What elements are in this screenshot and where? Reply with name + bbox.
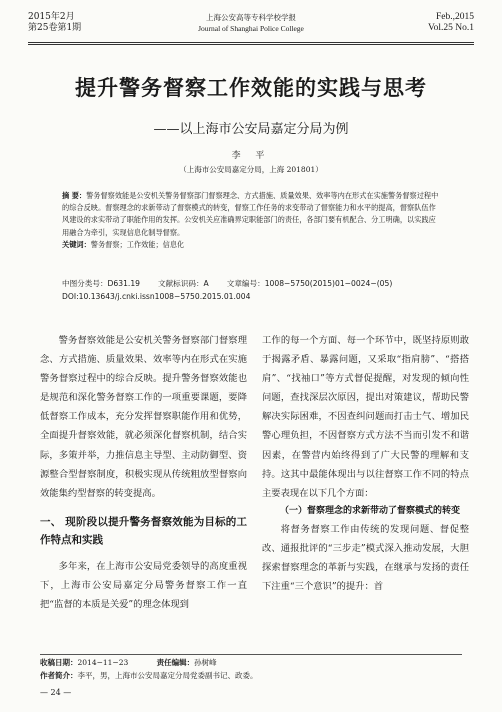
footnote-received <box>40 657 462 669</box>
page-number: — 24 — <box>40 688 72 697</box>
clc-number: 中图分类号：D631.19 <box>62 279 140 288</box>
journal-name-cn: 上海公安高等专科学校学报 <box>206 13 296 22</box>
keywords-label: 关键词： <box>62 239 91 249</box>
article-number: 文章编号：1008−5750(2015)01−0024−(05) <box>226 279 393 288</box>
article-title: 提升警务督察工作效能的实践与思考 <box>75 76 427 100</box>
footnote-rule <box>40 654 462 655</box>
section-heading: 一、 现阶段以提升警务督察效能为目标的工作特点和实践 <box>40 515 247 546</box>
abstract-text: 警务督察效能是公安机关警务督察部门督察理念、方式措施、质量效果、效率等内在形式在实施警务督察过程中的综合反映。督察理念的求新带动了督察模式的转变，督察工作任务的求变带动了督察能力和水平的提高，督察队伍作风建设的求实带动了职能作用的发挥。公安机关应准确界定职能部门的责任，各部门要有机配合、分工明确，以实践应用融合为牵引，实现信息化制导督察。 <box>62 191 439 237</box>
journal-name <box>28 12 474 34</box>
journal-name-en: Journal of Shanghai Police College <box>198 24 304 33</box>
author-bio-label: 作者简介： <box>40 671 78 680</box>
author-affiliation: （上海市公安局嘉定分局，上海 201801） <box>179 165 323 174</box>
issue-date-en <box>428 12 474 34</box>
keywords-text: 警务督察；工作效能；信息化 <box>90 239 185 249</box>
header-rule <box>28 42 474 43</box>
body-paragraph: 警务督察效能是公安机关警务督察部门督察理念、方式措施、质量效果、效率等内在形式在实施警务督察过程中的综合反映。提升警务督察效能也是规范和深化警务督察工作的一项重要课题，要降低督察工作成本，充分发挥督察职能作用和优势，全面提升督察效能，就必须深化督察机制，结合实际，多策并举，力推信息主导型、主动防御型、资源整合型督察制度，积极实现从传统粗放型督察向效能集约型督察的转变提高。 <box>40 335 247 499</box>
abstract-label: 摘 要： <box>62 191 87 200</box>
header-left-line2: 第25卷第1期 <box>28 23 82 33</box>
document-code: 文献标识码：A <box>157 279 209 288</box>
author-name: 李 平 <box>231 151 271 161</box>
subsection-heading: （一）督察理念的求新带动了督察模式的转变 <box>280 505 461 516</box>
editor-name: 孙树峰 <box>194 658 217 667</box>
received-date: 2014−11−23 <box>77 658 129 667</box>
footnote-author <box>40 670 462 682</box>
keywords <box>62 239 440 251</box>
body-column-right <box>262 331 469 596</box>
header-right-line1: Feb.,2015 <box>436 12 474 22</box>
author-bio: 李平，男，上海市公安局嘉定分局党委副书记、政委。 <box>77 671 258 680</box>
header-right-line2: Vol.25 No.1 <box>427 23 474 33</box>
abstract <box>62 190 440 251</box>
received-label: 收稿日期： <box>40 658 78 667</box>
running-header <box>28 12 474 42</box>
article-subtitle: ——以上海市公安局嘉定分局为例 <box>153 122 349 137</box>
body-column-left <box>40 331 247 614</box>
body-paragraph: 工作的每一个方面、每一个环节中，既坚持原则敢于揭露矛盾、暴露问题，又采取“指肩膀”、“搭搭肩”、“找袖口”等方式督促提醒，对发现的倾向性问题，查找深层次原因，提出对策建议，帮助民警解决实际困难，不因查纠问题而打击士气、增加民警心理负担，不因督察方式方法不当而引发不和谐因素，在警营内始终得到了广大民警的理解和支持。这其中最能体现出与以往督察工作不同的特点主要表现在以下几个方面： <box>262 335 469 499</box>
header-left-line1: 2015年2月 <box>28 12 75 22</box>
header-rule-thin <box>28 44 474 45</box>
body-paragraph: 将督务督察工作由传统的发现问题、督促整改、通报批评的“三步走”模式深入推动发展，大胆探索督察理念的革新与实践，在继承与发扬的责任下注重“三个意识”的提升：首 <box>262 523 469 593</box>
classification-line <box>62 278 440 290</box>
editor-label: 责任编辑： <box>156 658 195 667</box>
body-paragraph: 多年来，在上海市公安局党委领导的高度重视下，上海市公安局嘉定分局警务督察工作一直把“监督的本质是关爱”的理念体现到 <box>40 560 247 611</box>
doi: DOI:10.13643/j.cnki.issn1008−5750.2015.01.004 <box>62 292 251 301</box>
